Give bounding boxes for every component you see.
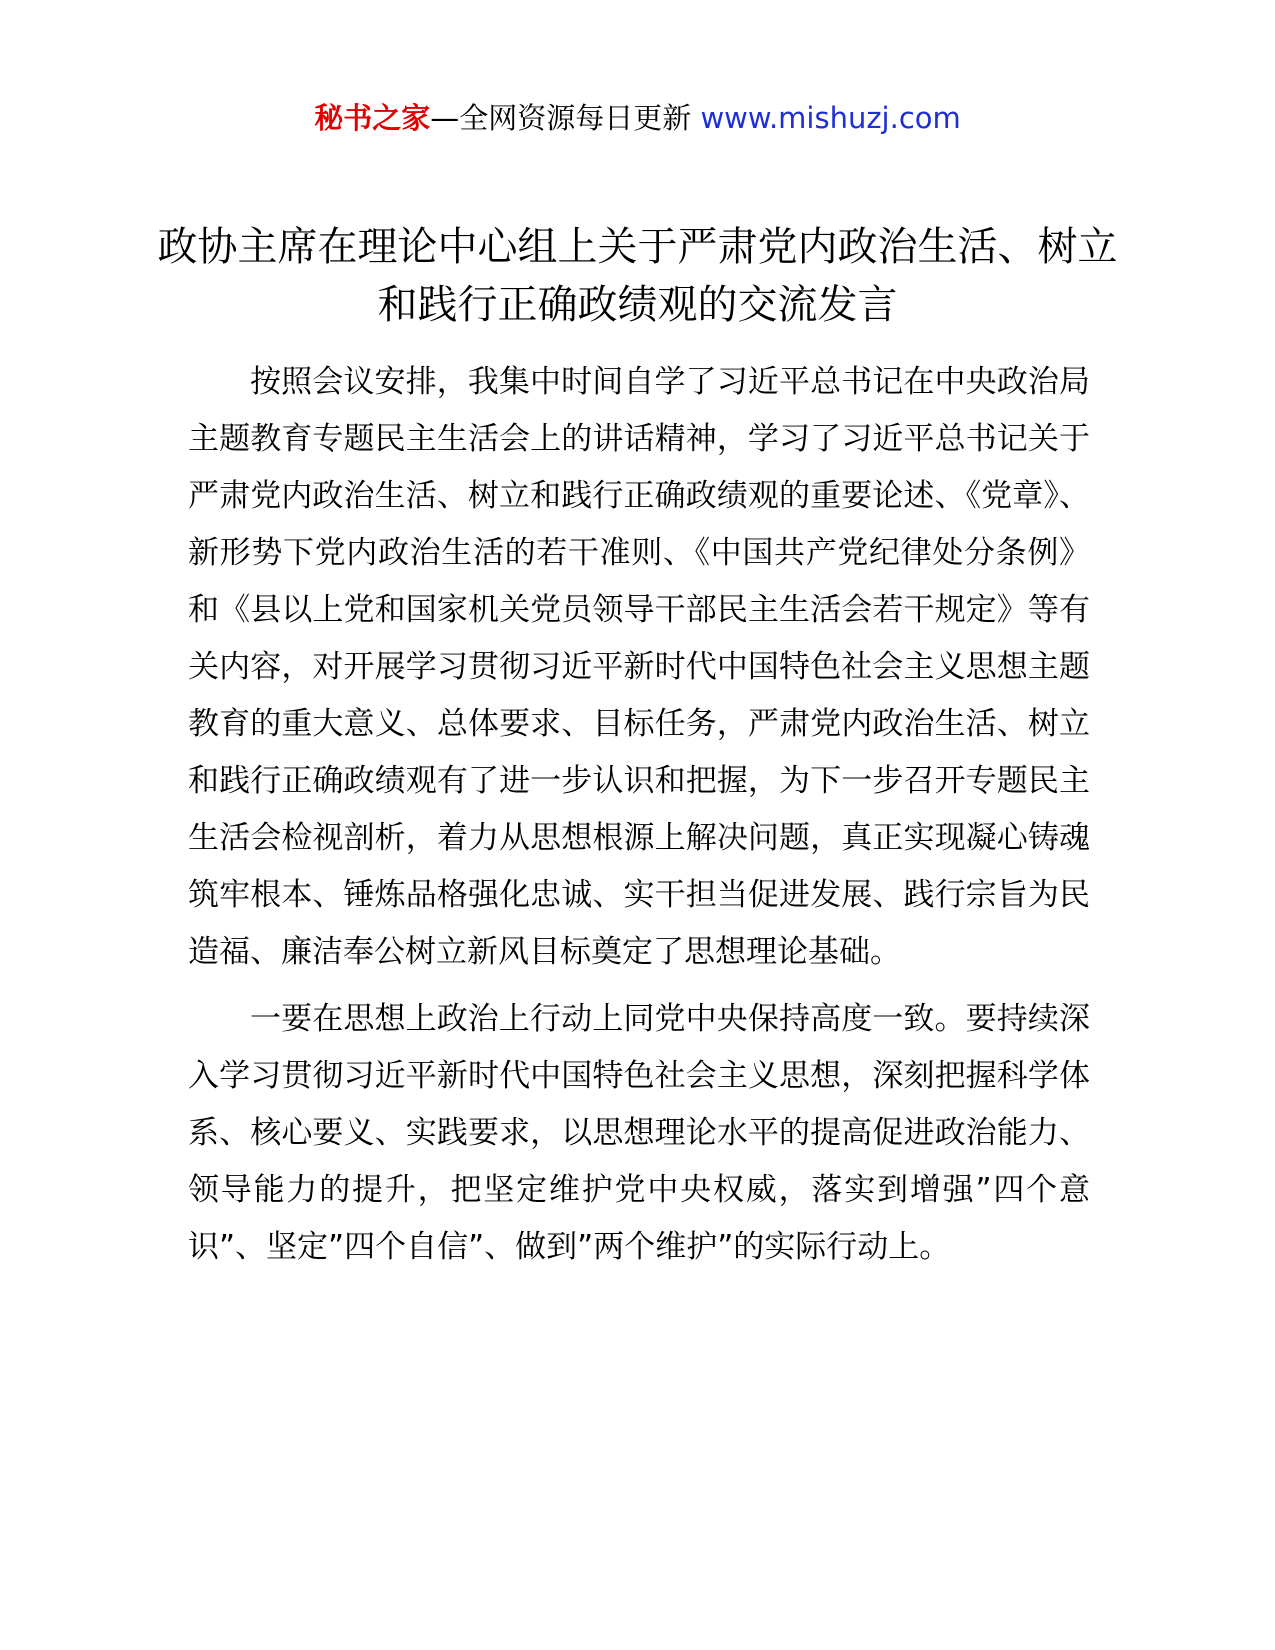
paragraph-1: 按照会议安排，我集中时间自学了习近平总书记在中央政治局主题教育专题民主生活会上的讲话精神，学习了习近平总书记关于严肃党内政治生活、树立和践行正确政绩观的重要论述、《党章》、新形势下党内政治生活的若干准则、《中国共产党纪律处分条例》和《县以上党和国家机关党员领导干部民主生活会若干规定》等有关内容，对开展学习贯彻习近平新时代中国特色社会主义思想主题教育的重大意义、总体要求、目标任务，严肃党内政治生活、树立和践行正确政绩观有了进一步认识和把握，为下一步召开专题民主生活会检视剖析，着力从思想根源上解决问题，真正实现凝心铸魂筑牢根本、锤炼品格强化忠诚、实干担当促进发展、践行宗旨为民造福、廉洁奉公树立新风目标奠定了思想理论基础。 (188, 364, 1090, 970)
document-body (188, 354, 1090, 1286)
site-header (0, 98, 1275, 138)
site-url-link[interactable]: www.mishuzj.com (700, 101, 961, 135)
brand-name: 秘书之家 (314, 101, 431, 135)
header-tagline: —全网资源每日更新 (430, 101, 701, 135)
paragraph-2: 一要在思想上政治上行动上同党中央保持高度一致。要持续深入学习贯彻习近平新时代中国特色社会主义思想，深刻把握科学体系、核心要义、实践要求，以思想理论水平的提高促进政治能力、领导能力的提升，把坚定维护党中央权威，落实到增强”四个意识”、坚定”四个自信”、做到”两个维护”的实际行动上。 (188, 1001, 1090, 1265)
document-title: 政协主席在理论中心组上关于严肃党内政治生活、树立和践行正确政绩观的交流发言 (157, 224, 1118, 328)
